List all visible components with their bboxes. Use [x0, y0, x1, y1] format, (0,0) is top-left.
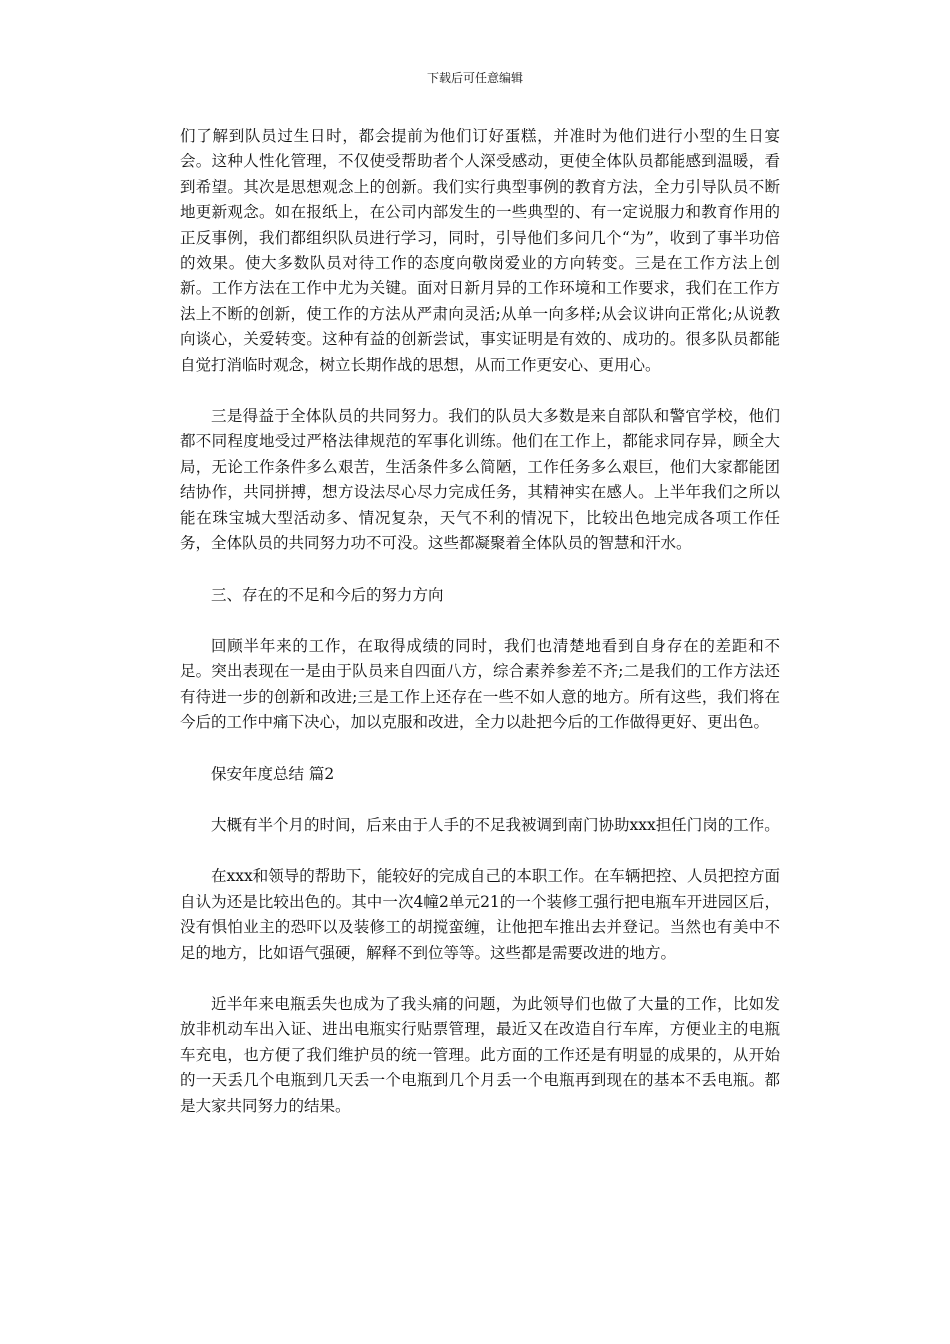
paragraph-review: 回顾半年来的工作，在取得成绩的同时，我们也清楚地看到自身存在的差距和不足。突出表现在一是由于队员来自四面八方，综合素养参差不齐;二是我们的工作方法还有待进一步的创新和改进;三是工作上还存在一些不如人意的地方。所有这些，我们将在今后的工作中痛下决心，加以克服和改进，全力以赴把今后的工作做得更好、更出色。: [180, 636, 780, 732]
article-title-part2: 保安年度总结 篇2: [211, 764, 335, 783]
section-heading-shortcomings: 三、存在的不足和今后的努力方向: [211, 585, 444, 604]
paragraph-vehicle-control: 在xxx和领导的帮助下，能较好的完成自己的本职工作。在车辆把控、人员把控方面自认为还是比较出色的。其中一次4幢2单元21的一个装修工强行把电瓶车开进园区后，没有惧怕业主的恐吓以及装修工的胡搅蛮缠，让他把车推出去并登记。当然也有美中不足的地方，比如语气强硬，解释不到位等等。这些都是需要改进的地方。: [180, 867, 780, 962]
document-body: [180, 124, 780, 1145]
page-header-note: 下载后可任意编辑: [426, 71, 523, 85]
paragraph-south-gate: 大概有半个月的时间，后来由于人手的不足我被调到南门协助xxx担任门岗的工作。: [211, 815, 780, 834]
paragraph-team-effort: 三是得益于全体队员的共同努力。我们的队员大多数是来自部队和警官学校，他们都不同程度地受过严格法律规范的军事化训练。他们在工作上，都能求同存异，顾全大局，无论工作条件多么艰苦，生活条件多么简陋，工作任务多么艰巨，他们大家都能团结协作，共同拼搏，想方设法尽心尽力完成任务，其精神实在感人。上半年我们之所以能在珠宝城大型活动多、情况复杂，天气不利的情况下，比较出色地完成各项工作任务，全体队员的共同努力功不可没。这些都凝聚着全体队员的智慧和汗水。: [180, 407, 780, 553]
paragraph-continuation: 们了解到队员过生日时，都会提前为他们订好蛋糕，并准时为他们进行小型的生日宴会。这种人性化管理，不仅使受帮助者个人深受感动，更使全体队员都能感到温暖，看到希望。其次是思想观念上的创新。我们实行典型事例的教育方法，全力引导队员不断地更新观念。如在报纸上，在公司内部发生的一些典型的、有一定说服力和教育作用的正反事例，我们都组织队员进行学习，同时，引导他们多问几个“为”，收到了事半功倍的效果。使大多数队员对待工作的态度向敬岗爱业的方向转变。三是在工作方法上创新。工作方法在工作中尤为关键。面对日新月异的工作环境和工作要求，我们在工作方法上不断的创新，使工作的方法从严肃向灵活;从单一向多样;从会议讲向正常化;从说教向谈心，关爱转变。这种有益的创新尝试，事实证明是有效的、成功的。很多队员都能自觉打消临时观念，树立长期作战的思想，从而工作更安心、更用心。: [180, 127, 780, 374]
paragraph-battery-theft: 近半年来电瓶丢失也成为了我头痛的问题，为此领导们也做了大量的工作，比如发放非机动车出入证、进出电瓶实行贴票管理，最近又在改造自行车库，方便业主的电瓶车充电，也方便了我们维护员的统一管理。此方面的工作还是有明显的成果的，从开始的一天丢几个电瓶到几天丢一个电瓶到几个月丢一个电瓶再到现在的基本不丢电瓶。都是大家共同努力的结果。: [180, 994, 780, 1115]
